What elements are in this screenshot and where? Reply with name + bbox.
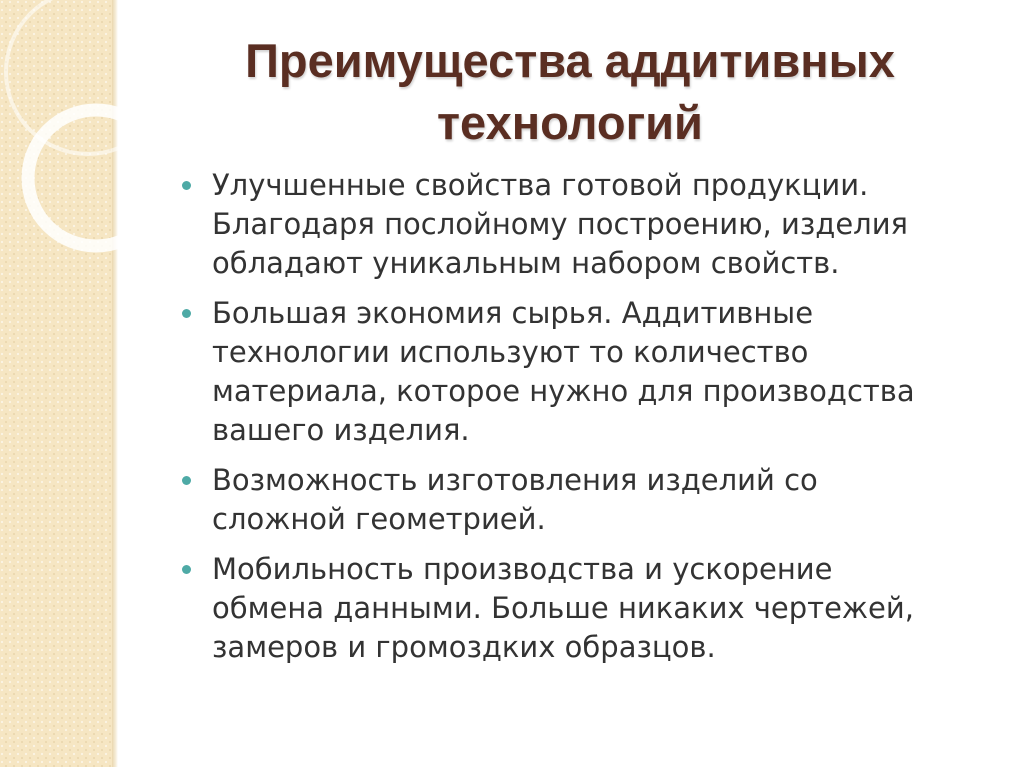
bullet-text-line: материала, которое нужно для производства xyxy=(212,374,915,408)
title-line-2: технологий xyxy=(437,96,703,149)
bullet-dot-icon xyxy=(182,565,191,574)
bullet-item-quality xyxy=(180,166,980,283)
side-band-edge xyxy=(112,0,118,767)
bullet-text-line: обладают уникальным набором свойств. xyxy=(212,246,840,280)
slide-title xyxy=(150,30,990,154)
bullet-dot-icon xyxy=(182,476,191,485)
bullet-text-line: Благодаря послойному построению, изделия xyxy=(212,207,908,241)
title-line-1: Преимущества аддитивных xyxy=(245,34,895,87)
bullet-text-line: обмена данными. Больше никаких чертежей, xyxy=(212,591,914,625)
bullet-dot-icon xyxy=(182,181,191,190)
bullet-text-line: замеров и громоздких образцов. xyxy=(212,630,716,664)
bullet-text-line: сложной геометрией. xyxy=(212,502,546,536)
bullet-item-material-saving xyxy=(180,294,980,450)
bullet-text-line: Улучшенные свойства готовой продукции. xyxy=(212,168,869,202)
bullet-list xyxy=(180,166,980,678)
bullet-text-line: Возможность изготовления изделий со xyxy=(212,463,818,497)
bullet-item-complex-geometry xyxy=(180,461,980,539)
bullet-text-line: технологии используют то количество xyxy=(212,335,809,369)
side-decorative-band xyxy=(0,0,112,767)
bullet-dot-icon xyxy=(182,309,191,318)
bullet-text-line: Большая экономия сырья. Аддитивные xyxy=(212,296,814,330)
bullet-text-line: Мобильность производства и ускорение xyxy=(212,552,833,586)
bullet-item-mobility xyxy=(180,550,980,667)
bullet-text-line: вашего изделия. xyxy=(212,413,470,447)
